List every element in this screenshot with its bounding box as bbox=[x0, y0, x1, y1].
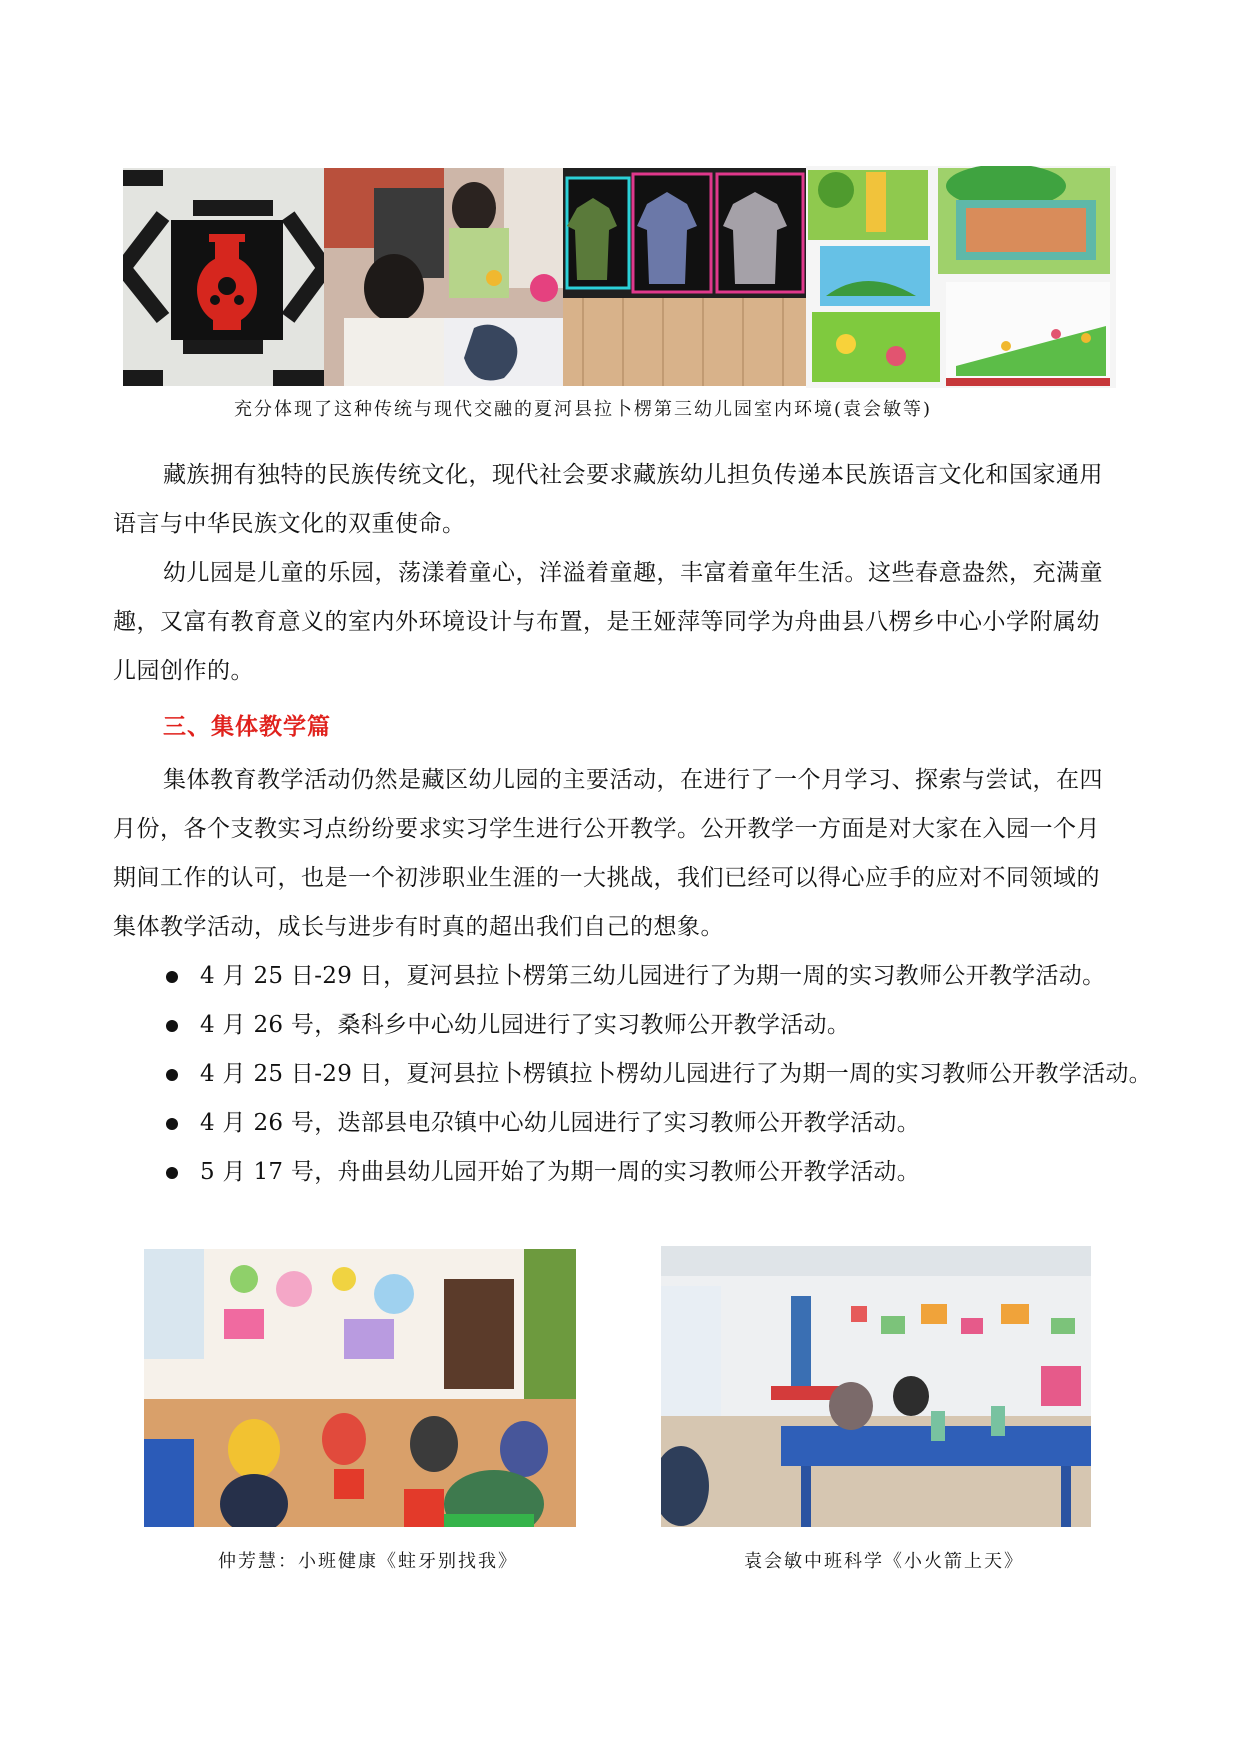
bullet-icon bbox=[166, 1118, 178, 1130]
classroom-murals-image bbox=[806, 166, 1116, 388]
top-gallery-caption: 充分体现了这种传统与现代交融的夏河县拉卜楞第三幼儿园室内环境(袁会敏等) bbox=[234, 399, 933, 420]
list-item: 4 月 25 日-29 日，夏河县拉卜楞第三幼儿园进行了为期一周的实习教师公开教学活动。 bbox=[160, 952, 1152, 1001]
science-class-photo bbox=[661, 1246, 1091, 1527]
teachers-painting-image bbox=[324, 168, 564, 386]
bullet-icon bbox=[166, 1069, 178, 1081]
classroom-lesson-photo bbox=[144, 1249, 576, 1527]
section-heading: 三、集体教学篇 bbox=[163, 714, 331, 740]
list-item: 4 月 25 日-29 日，夏河县拉卜楞镇拉卜楞幼儿园进行了为期一周的实习教师公开教学活动。 bbox=[160, 1050, 1152, 1099]
photo-caption-left: 仲芳慧：小班健康《蛀牙别找我》 bbox=[218, 1551, 518, 1572]
bullet-icon bbox=[166, 971, 178, 983]
bullet-icon bbox=[166, 1020, 178, 1032]
activity-list bbox=[160, 952, 1152, 1197]
list-item: 4 月 26 号，桑科乡中心幼儿园进行了实习教师公开教学活动。 bbox=[160, 1001, 1152, 1050]
paragraph-2: 幼儿园是儿童的乐园，荡漾着童心，洋溢着童趣，丰富着童年生活。这些春意盎然，充满童趣，又富有教育意义的室内外环境设计与布置，是王娅萍等同学为舟曲县八楞乡中心小学附属幼儿园创作的。 bbox=[113, 560, 1103, 684]
paragraph-1: 藏族拥有独特的民族传统文化，现代社会要求藏族幼儿担负传递本民族语言文化和国家通用语言与中华民族文化的双重使命。 bbox=[113, 462, 1103, 537]
list-item: 4 月 26 号，迭部县电尕镇中心幼儿园进行了实习教师公开教学活动。 bbox=[160, 1099, 1152, 1148]
papercut-vase-image bbox=[123, 168, 325, 386]
list-item: 5 月 17 号，舟曲县幼儿园开始了为期一周的实习教师公开教学活动。 bbox=[160, 1148, 1152, 1197]
tibetan-robes-collage-image bbox=[563, 168, 807, 386]
section-paragraph: 集体教育教学活动仍然是藏区幼儿园的主要活动，在进行了一个月学习、探索与尝试，在四月份，各个支教实习点纷纷要求实习学生进行公开教学。公开教学一方面是对大家在入园一个月期间工作的认可，也是一个初涉职业生涯的一大挑战，我们已经可以得心应手的应对不同领域的集体教学活动，成长与进步有时真的超出我们自己的想象。 bbox=[113, 767, 1103, 940]
bullet-icon bbox=[166, 1167, 178, 1179]
photo-caption-right: 袁会敏中班科学《小火箭上天》 bbox=[744, 1551, 1024, 1572]
